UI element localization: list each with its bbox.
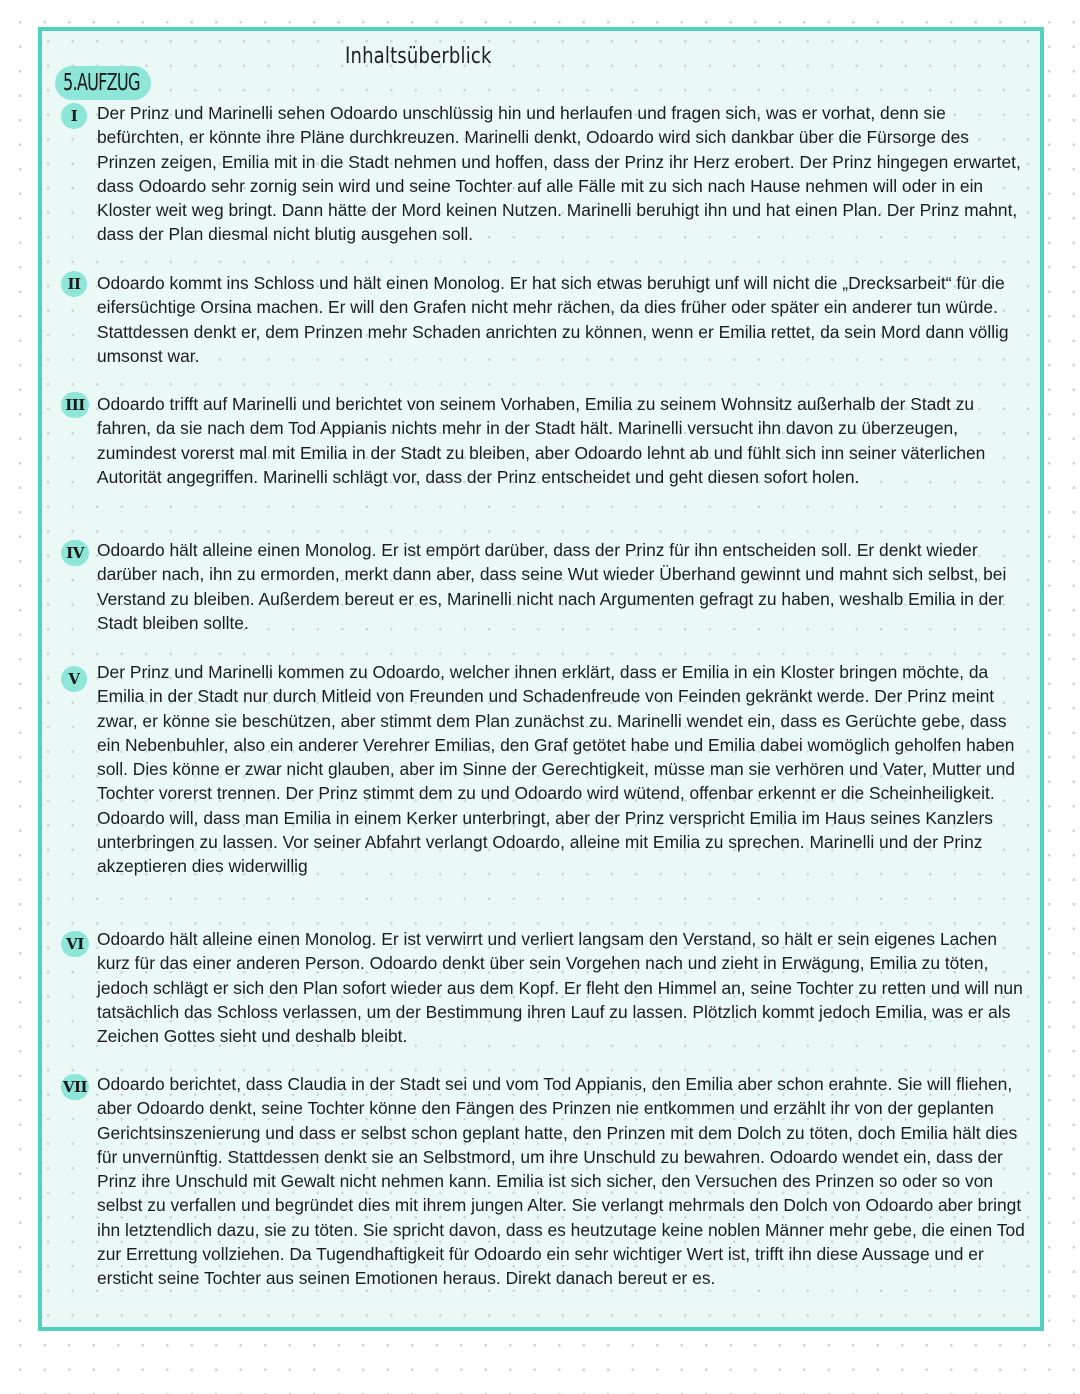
page-title: Inhaltsüberblick (345, 44, 492, 69)
scene-number-badge: I (61, 103, 87, 129)
scene-summary: Odoardo berichtet, dass Claudia in der Stadt sei und vom Tod Appianis, den Emilia aber schon erahnte. Sie will fliehen, aber Odoardo denkt, seine Tochter könne den Fängen des Prinzen nie entkommen und erzählt ihr von der geplanten Gerichtsinszenierung und dass er selbst schon geplant hatte, den Prinzen mit dem Dolch zu töten, doch Emilia hält dies für unvernünftig. Stattdessen denkt sie an Selbstmord, um ihre Unschuld zu bewahren. Odoardo wendet ein, dass der Prinz ihre Unschuld mit Gewalt nicht nehmen kann. Emilia ist sich sicher, den Versuchen des Prinzen so oder so von selbst zu verfallen und begründet dies mit ihrem jungen Alter. Sie verlangt mehrmals den Dolch von Odoardo aber bringt ihn letztendlich dazu, sie zu töten. Sie spricht davon, dass es heutzutage keine noblen Männer mehr gebe, die einen Tod zur Errettung vollziehen. Da Tugendhaftigkeit für Odoardo ein sehr wichtiger Wert ist, trifft ihn diese Aussage und er ersticht seine Tochter aus seinen Emotionen heraus. Direkt danach bereut er es. (97, 1074, 1025, 1289)
scene-summary: Der Prinz und Marinelli kommen zu Odoardo, welcher ihnen erklärt, dass er Emilia in ein Kloster bringen möchte, da Emilia in der Stadt nur durch Mitleid von Freunden und Schadenfreude von Feinden gekränkt werde. Der Prinz meint zwar, er könne sie beschützen, aber stimmt dem Plan zunächst zu. Marinelli wendet ein, dass es Gerüchte gebe, dass ein Nebenbuhler, also ein anderer Verehrer Emilias, den Graf getötet habe und Emilia dabei womöglich geholfen haben soll. Dies könne er zwar nicht glauben, aber im Sinne der Gerechtigkeit, müsse man sie verhören und Vater, Mutter und Tochter vorerst trennen. Der Prinz stimmt dem zu und Odoardo wird wütend, offenbar erkennt er die Scheinheiligkeit. Odoardo will, dass man Emilia in einem Kerker unterbringt, aber der Prinz verspricht Emilia im Haus seines Kanzlers unterbringen zu lassen. Vor seiner Abfahrt verlangt Odoardo, alleine mit Emilia zu sprechen. Marinelli und der Prinz akzeptieren dies widerwillig (97, 662, 1015, 877)
scene-number-badge: VII (61, 1074, 89, 1100)
scene-summary: Odoardo kommt ins Schloss und hält einen Monolog. Er hat sich etwas beruhigt unf will nicht die „Drecksarbeit“ für die eifersüchtige Orsina machen. Er will den Grafen nicht mehr rächen, da dies früher oder später ein anderer tun würde. Stattdessen denkt er, dem Prinzen mehr Schaden anrichten zu können, wenn er Emilia rettet, da sein Mord dann völlig umsonst war. (97, 273, 1009, 366)
scene-number-badge: V (61, 666, 87, 692)
scene-number-badge: IV (61, 540, 89, 566)
scene-summary: Der Prinz und Marinelli sehen Odoardo unschlüssig hin und herlaufen und fragen sich, was er vorhat, denn sie befürchten, er könnte ihre Pläne durchkreuzen. Marinelli denkt, Odoardo wird sich dankbar über die Fürsorge des Prinzen zeigen, Emilia mit in die Stadt nehmen und hoffen, dass der Prinz ihr Herz erobert. Der Prinz hingegen erwartet, dass Odoardo sehr zornig sein wird und seine Tochter auf alle Fälle mit zu sich nach Hause nehmen will oder in ein Kloster weit weg bringt. Dann hätte der Mord keinen Nutzen. Marinelli beruhigt ihn und hat einen Plan. Der Prinz mahnt, dass der Plan diesmal nicht blutig ausgehen soll. (97, 103, 1021, 245)
scene-summary: Odoardo hält alleine einen Monolog. Er ist verwirrt und verliert langsam den Verstand, so hält er sein eigenes Lachen kurz für das einer anderen Person. Odoardo denkt über sein Vorgehen nach und zieht in Erwägung, Emilia zu töten, jedoch schlägt er sich den Plan sofort wieder aus dem Kopf. Er fleht den Himmel an, seine Tochter zu retten und will nun tatsächlich das Schloss verlassen, um der Bestimmung ihren Lauf zu lassen. Plötzlich kommt jedoch Emilia, was er als Zeichen Gottes sieht und deshalb bleibt. (97, 929, 1023, 1047)
act-badge (55, 66, 151, 100)
scene-number-badge: II (61, 271, 87, 297)
scene-number-badge: VI (61, 931, 89, 957)
scene-summary: Odoardo hält alleine einen Monolog. Er ist empört darüber, dass der Prinz für ihn entscheiden soll. Er denkt wieder darüber nach, ihn zu ermorden, merkt dann aber, dass seine Wut wieder Überhand gewinnt und mahnt sich selbst, bei Verstand zu bleiben. Außerdem bereut er es, Marinelli nicht nach Argumenten gefragt zu haben, weshalb Emilia in der Stadt bleiben sollte. (97, 540, 1007, 633)
act-label: 5.AUFZUG (63, 70, 140, 96)
scene-number-badge: III (61, 392, 89, 418)
scene-summary: Odoardo trifft auf Marinelli und berichtet von seinem Vorhaben, Emilia zu seinem Wohnsitz außerhalb der Stadt zu fahren, da sie nach dem Tod Appianis nichts mehr in der Stadt hält. Marinelli versucht ihn davon zu überzeugen, zumindest vorerst mal mit Emilia in der Stadt zu bleiben, aber Odoardo lehnt ab und fühlt sich inn seiner väterlichen Autorität angegriffen. Marinelli schlägt vor, dass der Prinz entscheidet und geht diesen sofort holen. (97, 394, 986, 487)
